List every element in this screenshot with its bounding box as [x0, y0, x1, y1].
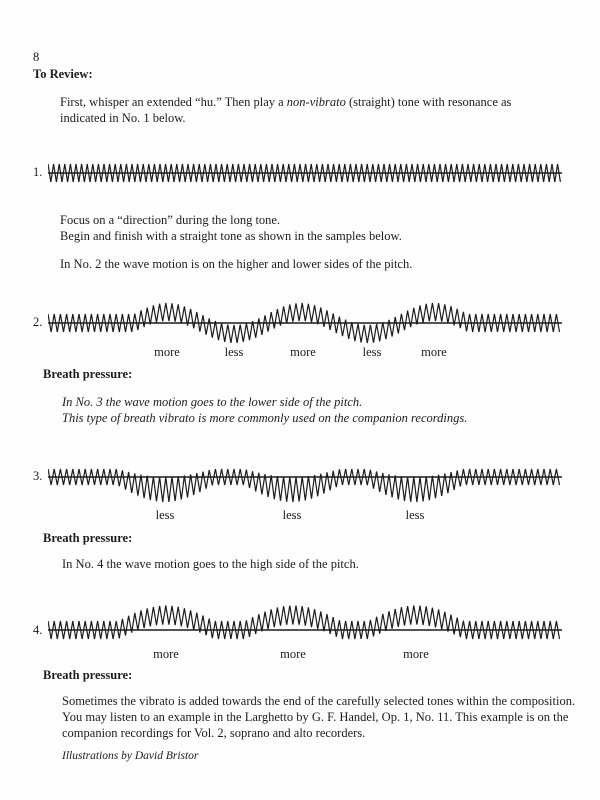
wave-2-label: more — [154, 345, 180, 359]
closing-line-3: companion recordings for Vol. 2, soprano and alto recorders. — [62, 726, 366, 740]
page-number: 8 — [33, 50, 40, 64]
waveform-1-straight-tone — [48, 158, 564, 190]
illustrator-credit: Illustrations by David Bristor — [62, 750, 199, 762]
wave-4-label: more — [280, 647, 306, 661]
section-heading: To Review: — [33, 67, 93, 81]
intro-line1-post: (straight) tone with resonance as — [345, 95, 512, 109]
no3-description-line1: In No. 3 the wave motion goes to the lower side of the pitch. — [62, 395, 363, 409]
wave-4-number: 4. — [33, 623, 43, 637]
wave-3-labels — [48, 508, 564, 524]
begin-instruction: Begin and finish with a straight tone as shown in the samples below. — [60, 229, 402, 243]
no3-description-line2: This type of breath vibrato is more commonly used on the companion recordings. — [62, 411, 468, 425]
waveform-4-high-side — [48, 597, 564, 643]
intro-line-2: indicated in No. 1 below. — [60, 111, 186, 125]
wave-1-number: 1. — [33, 165, 43, 179]
wave-4-label: more — [403, 647, 429, 661]
wave-2-number: 2. — [33, 315, 43, 329]
intro-line-1 — [60, 95, 511, 109]
breath-pressure-label-1: Breath pressure: — [43, 367, 133, 381]
closing-line-1: Sometimes the vibrato is added towards the end of the carefully selected tones within the composition. — [62, 694, 576, 708]
wave-4-label: more — [153, 647, 179, 661]
no2-description: In No. 2 the wave motion is on the higher and lower sides of the pitch. — [60, 257, 413, 271]
no4-description: In No. 4 the wave motion goes to the high side of the pitch. — [62, 557, 359, 571]
wave-3-label: less — [405, 508, 425, 522]
breath-pressure-label-2: Breath pressure: — [43, 531, 133, 545]
closing-line-2: You may listen to an example in the Larghetto by G. F. Handel, Op. 1, No. 11. This example is on the — [62, 710, 569, 724]
wave-2-labels — [48, 345, 564, 361]
wave-2-label: less — [362, 345, 382, 359]
intro-line1-italic: non-vibrato — [286, 95, 346, 109]
wave-3-number: 3. — [33, 469, 43, 483]
waveform-2-higher-lower — [48, 298, 564, 348]
wave-3-label: less — [155, 508, 175, 522]
waveform-3-lower-side — [48, 462, 564, 508]
wave-2-label: more — [290, 345, 316, 359]
wave-3-label: less — [282, 508, 302, 522]
focus-instruction: Focus on a “direction” during the long tone. — [60, 213, 281, 227]
wave-2-label: more — [421, 345, 447, 359]
wave-2-label: less — [224, 345, 244, 359]
wave-4-labels — [48, 647, 564, 663]
breath-pressure-label-3: Breath pressure: — [43, 668, 133, 682]
intro-line1-pre: First, whisper an extended “hu.” Then play a — [60, 95, 287, 109]
